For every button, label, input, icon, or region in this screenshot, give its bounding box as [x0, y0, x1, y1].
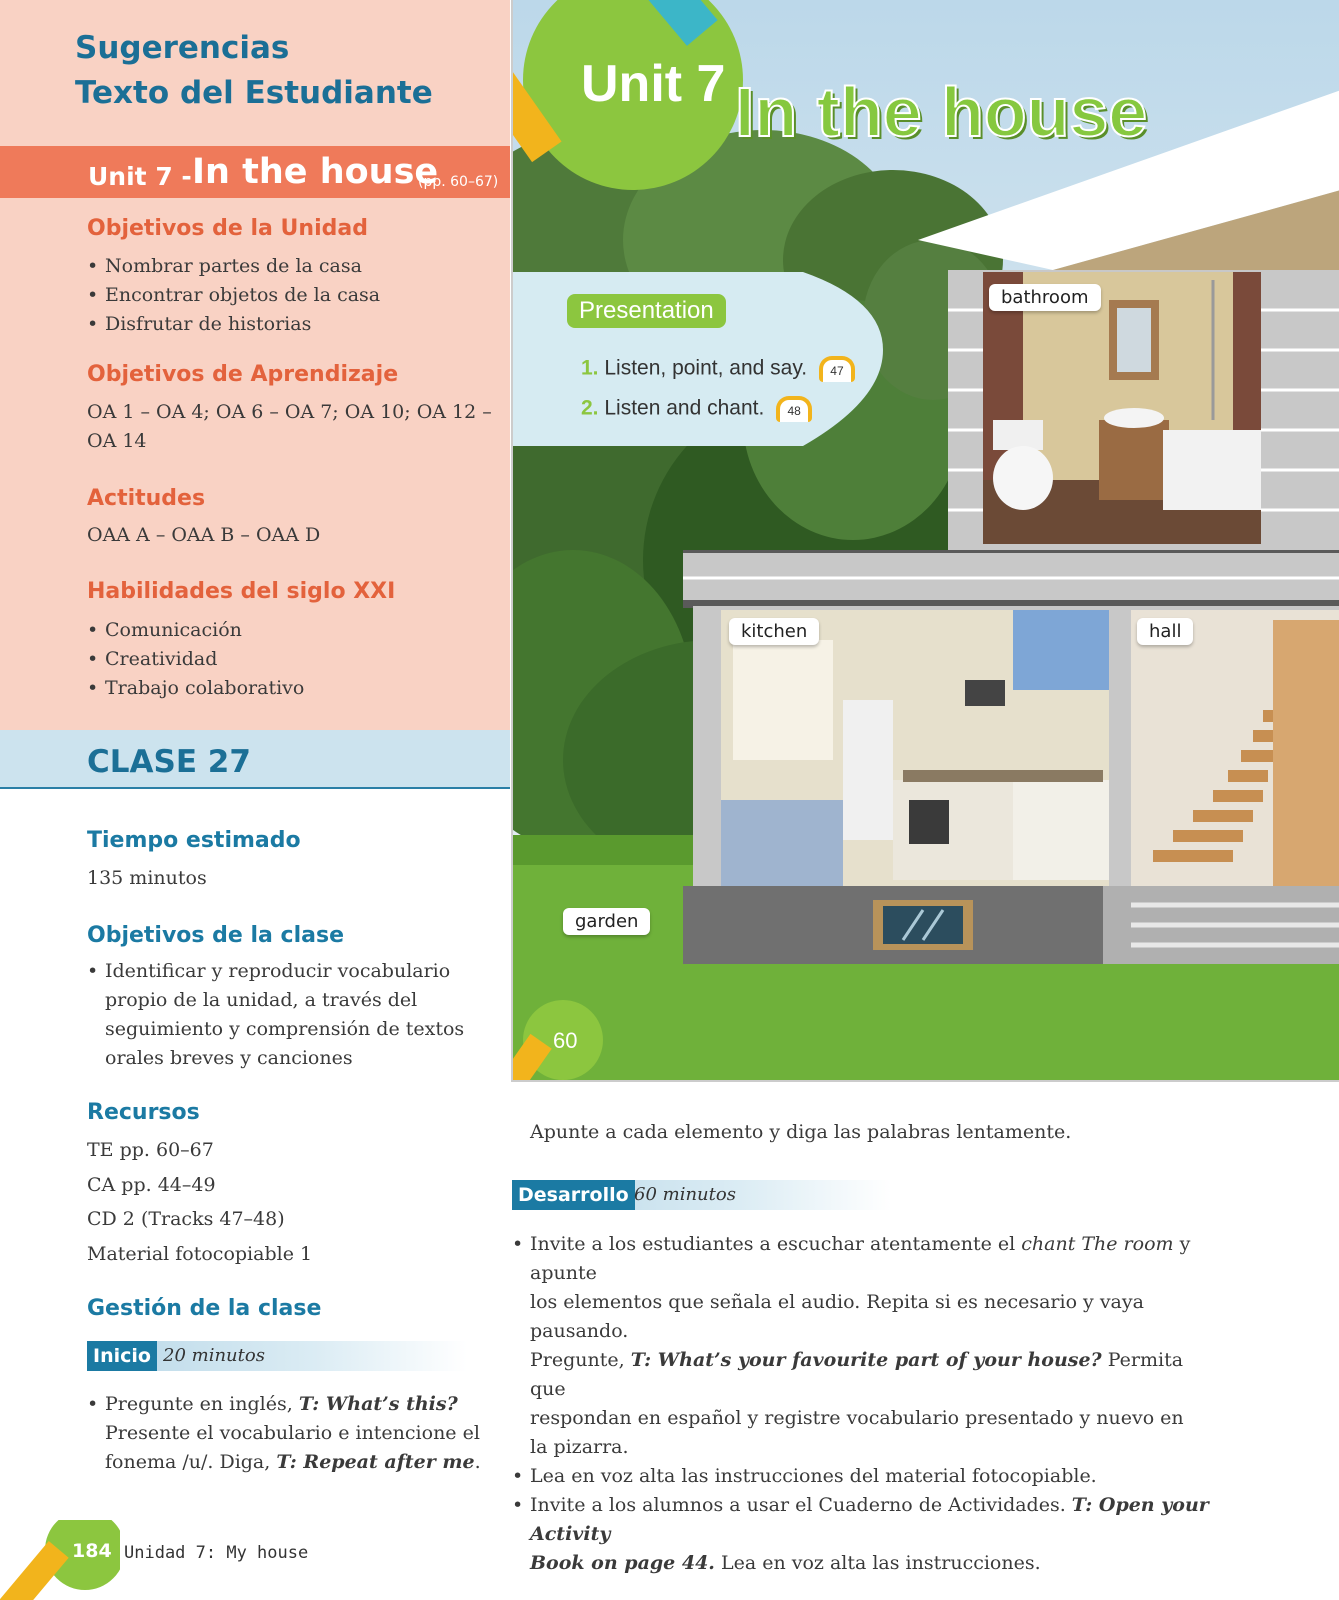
text-line: los elementos que señala el audio. Repita si es necesario y vaya pausando.: [530, 1291, 1144, 1342]
objetivos-aprendizaje-text: [87, 398, 492, 456]
room-label-kitchen: kitchen: [729, 618, 819, 645]
text-span: y apunte: [530, 1233, 1191, 1284]
oa-line: OA 1 – OA 4; OA 6 – OA 7; OA 10; OA 12 –: [87, 401, 492, 423]
bullet-item: [512, 1230, 1212, 1462]
unit-title: In the house: [192, 152, 439, 192]
room-label-garden: garden: [563, 908, 650, 935]
unit-word: Unit 7: [581, 55, 726, 113]
gestion-heading: Gestión de la clase: [87, 1296, 322, 1321]
track-number: 48: [787, 404, 801, 418]
unit-label: Unit 7 -: [88, 162, 192, 191]
instruction-text: Listen, point, and say.: [604, 356, 808, 380]
clase-bar: [0, 730, 510, 789]
text-line: Presente el vocabulario e intencione el: [105, 1422, 480, 1444]
bullet: •: [87, 960, 99, 982]
text-line: respondan en español y registre vocabulario presentado y nuevo en: [530, 1407, 1184, 1429]
desarrollo-time: 60 minutos: [634, 1184, 736, 1205]
actitudes-heading: Actitudes: [87, 486, 206, 511]
text-span: .: [474, 1451, 481, 1473]
bullet: •: [512, 1494, 524, 1516]
text-span: T: Repeat after me: [276, 1451, 475, 1473]
text-line: [530, 1491, 1212, 1549]
text-span: T: What’s this?: [298, 1393, 458, 1415]
inicio-text: [87, 1390, 481, 1477]
text-span: chant The room: [1021, 1233, 1174, 1255]
unit-illustration: [511, 0, 1339, 1082]
student-page-number: 60: [553, 1028, 578, 1053]
inicio-tag: Inicio: [87, 1341, 157, 1371]
recursos-list: [87, 1133, 312, 1271]
text-line: [105, 1448, 481, 1477]
unit-banner: [0, 146, 510, 198]
presentation-label: Presentation: [567, 294, 726, 328]
list-item: • Creatividad: [87, 645, 304, 674]
footer-label: Unidad 7: My house: [124, 1543, 309, 1563]
audio-track-icon[interactable]: [776, 396, 812, 422]
track-number: 47: [830, 364, 844, 378]
instruction-number: 2.: [581, 396, 599, 420]
desarrollo-tag: Desarrollo: [512, 1180, 635, 1210]
objetivos-clase-text: [87, 957, 464, 1073]
clase-title: CLASE 27: [87, 744, 251, 780]
desarrollo-bar: [512, 1180, 892, 1210]
objetivos-aprendizaje-heading: Objetivos de Aprendizaje: [87, 362, 399, 387]
list-item: • Comunicación: [87, 616, 304, 645]
header-title-line2: Texto del Estudiante: [75, 75, 433, 111]
unit-pages: (pp. 60–67): [418, 174, 499, 190]
habilidades-heading: Habilidades del siglo XXI: [87, 579, 396, 604]
audio-track-icon[interactable]: [819, 356, 855, 382]
text-line: seguimiento y comprensión de textos: [105, 1018, 465, 1040]
text-line: orales breves y canciones: [105, 1047, 353, 1069]
bullet: •: [512, 1233, 524, 1255]
text-line: [530, 1230, 1212, 1288]
instruction-number: 1.: [581, 356, 599, 380]
apunte-text: Apunte a cada elemento y diga las palabras lentamente.: [530, 1121, 1072, 1143]
tiempo-heading: Tiempo estimado: [87, 828, 301, 853]
bullet-item: [512, 1462, 1212, 1491]
list-item: • Trabajo colaborativo: [87, 674, 304, 703]
instruction-1: [581, 356, 855, 382]
header-title: [75, 26, 433, 116]
list-item: CD 2 (Tracks 47–48): [87, 1208, 285, 1230]
oa-line: OA 14: [87, 430, 147, 452]
bullet-item: [512, 1491, 1212, 1578]
inicio-time: 20 minutos: [163, 1345, 265, 1366]
unit-big-title: In the house: [735, 73, 1148, 151]
list-item: TE pp. 60–67: [87, 1139, 214, 1161]
objetivos-unidad-heading: Objetivos de la Unidad: [87, 216, 368, 241]
habilidades-list: [87, 616, 304, 703]
text-line: [530, 1346, 1212, 1404]
room-label-bathroom: bathroom: [989, 284, 1101, 311]
room-label-hall: hall: [1137, 618, 1193, 645]
text-line: [530, 1549, 1212, 1578]
text-span: T: What’s your favourite part of your house?: [630, 1349, 1102, 1371]
text-span: Invite a los estudiantes a escuchar atentamente el: [530, 1233, 1022, 1255]
list-item: • Nombrar partes de la casa: [87, 252, 380, 281]
text-line: Identificar y reproducir vocabulario: [105, 960, 451, 982]
text-line: la pizarra.: [530, 1436, 629, 1458]
text-span: fonema /u/. Diga,: [105, 1451, 277, 1473]
text-span: Lea en voz alta las instrucciones.: [714, 1552, 1041, 1574]
desarrollo-text: [512, 1230, 1212, 1578]
instruction-2: [581, 396, 812, 422]
text-span: Book on page 44.: [530, 1552, 715, 1574]
text-span: Permita que: [530, 1349, 1184, 1400]
objetivos-clase-heading: Objetivos de la clase: [87, 923, 344, 948]
text-span: Pregunte en inglés,: [105, 1393, 299, 1415]
actitudes-text: OAA A – OAA B – OAA D: [87, 524, 321, 546]
list-item: CA pp. 44–49: [87, 1173, 216, 1196]
list-item: • Encontrar objetos de la casa: [87, 281, 380, 310]
list-item: • Disfrutar de historias: [87, 310, 380, 339]
header-title-line1: Sugerencias: [75, 30, 290, 66]
inicio-bar: [87, 1341, 467, 1371]
text-line: Lea en voz alta las instrucciones del material fotocopiable.: [530, 1465, 1097, 1487]
objetivos-unidad-list: [87, 252, 380, 339]
recursos-heading: Recursos: [87, 1100, 200, 1125]
text-span: T: Open your Activity: [530, 1494, 1209, 1545]
list-item: Material fotocopiable 1: [87, 1242, 313, 1265]
text-span: Pregunte,: [530, 1349, 631, 1371]
text-line: [105, 1390, 481, 1419]
footer-page-number: 184: [72, 1540, 112, 1562]
instruction-text: Listen and chant.: [604, 396, 765, 420]
bullet: •: [512, 1465, 524, 1487]
text-line: propio de la unidad, a través del: [105, 989, 418, 1011]
text-span: Invite a los alumnos a usar el Cuaderno de Actividades.: [530, 1494, 1072, 1516]
tiempo-text: 135 minutos: [87, 867, 207, 889]
bullet: •: [87, 1393, 99, 1415]
